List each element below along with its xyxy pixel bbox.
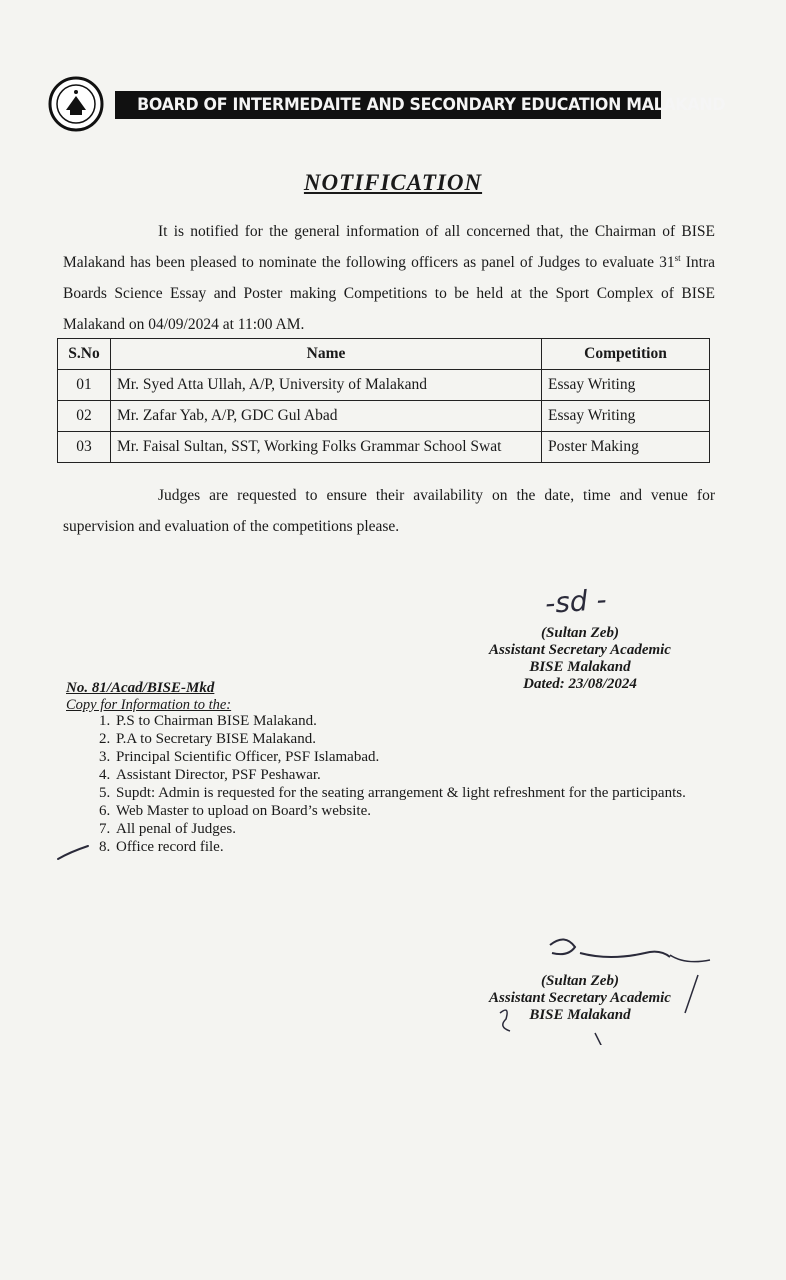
copy-label: Copy for Information to the: bbox=[66, 697, 232, 713]
intro-text-part-2: Intra Boards Science Essay and Poster making Competitions to be held at the Sport Complex of BISE Malakand on 04/09/2024 at 11:00 AM. bbox=[63, 254, 715, 333]
signatory-office: BISE Malakand bbox=[529, 659, 631, 675]
table-row bbox=[58, 432, 710, 463]
list-item: 5. Supdt: Admin is requested for the seating arrangement & light refreshment for the participants. bbox=[114, 784, 714, 802]
closing-text: Judges are requested to ensure their availability on the date, time and venue for supervision and evaluation of the competitions please. bbox=[63, 487, 715, 535]
row-competition: Poster Making bbox=[542, 432, 710, 463]
row-competition: Essay Writing bbox=[542, 370, 710, 401]
signature-block-bottom bbox=[470, 973, 690, 1024]
row-sno: 02 bbox=[58, 401, 111, 432]
intro-text-part-1: It is notified for the general information of all concerned that, the Chairman of BISE Malakand has been pleased to nominate the following officers as panel of Judges to evaluate 31 bbox=[63, 223, 715, 271]
header-competition: Competition bbox=[542, 339, 710, 370]
intro-superscript: st bbox=[674, 252, 681, 263]
notification-heading: NOTIFICATION bbox=[303, 170, 483, 195]
row-competition: Essay Writing bbox=[542, 401, 710, 432]
list-item: 7. All penal of Judges. bbox=[114, 820, 714, 838]
board-name-banner bbox=[115, 91, 726, 119]
signature-date: Dated: 23/08/2024 bbox=[523, 676, 637, 692]
list-item: 8. Office record file. bbox=[114, 838, 714, 856]
closing-paragraph bbox=[63, 480, 715, 542]
header-sno: S.No bbox=[58, 339, 111, 370]
list-item: 2. P.A to Secretary BISE Malakand. bbox=[114, 730, 714, 748]
sd-handwritten-mark: -sd - bbox=[543, 582, 608, 621]
list-item: 4. Assistant Director, PSF Peshawar. bbox=[114, 766, 714, 784]
list-item: 1. P.S to Chairman BISE Malakand. bbox=[114, 712, 714, 730]
board-name: BOARD OF INTERMEDAITE AND SECONDARY EDUCATION MALAKAND bbox=[137, 95, 726, 115]
list-item: 6. Web Master to upload on Board’s website. bbox=[114, 802, 714, 820]
row-name: Mr. Faisal Sultan, SST, Working Folks Grammar School Swat bbox=[111, 432, 542, 463]
list-item: 3. Principal Scientific Officer, PSF Islamabad. bbox=[114, 748, 714, 766]
reference-number: No. 81/Acad/BISE-Mkd bbox=[66, 680, 215, 696]
header-name: Name bbox=[111, 339, 542, 370]
table-row bbox=[58, 370, 710, 401]
intro-paragraph bbox=[63, 216, 715, 340]
signatory-designation: Assistant Secretary Academic bbox=[489, 642, 671, 658]
signatory-name: (Sultan Zeb) bbox=[541, 625, 619, 641]
table-row bbox=[58, 401, 710, 432]
signature-block-top bbox=[470, 625, 690, 693]
row-sno: 01 bbox=[58, 370, 111, 401]
signatory-designation: Assistant Secretary Academic bbox=[489, 990, 671, 1006]
table-header-row bbox=[58, 339, 710, 370]
handwritten-tick-icon bbox=[56, 844, 90, 862]
row-sno: 03 bbox=[58, 432, 111, 463]
signatory-name: (Sultan Zeb) bbox=[541, 973, 619, 989]
distribution-list bbox=[66, 712, 714, 856]
row-name: Mr. Syed Atta Ullah, A/P, University of Malakand bbox=[111, 370, 542, 401]
row-name: Mr. Zafar Yab, A/P, GDC Gul Abad bbox=[111, 401, 542, 432]
judges-table bbox=[57, 338, 710, 463]
board-seal-logo-icon bbox=[48, 76, 104, 132]
signatory-office: BISE Malakand bbox=[529, 1007, 631, 1023]
